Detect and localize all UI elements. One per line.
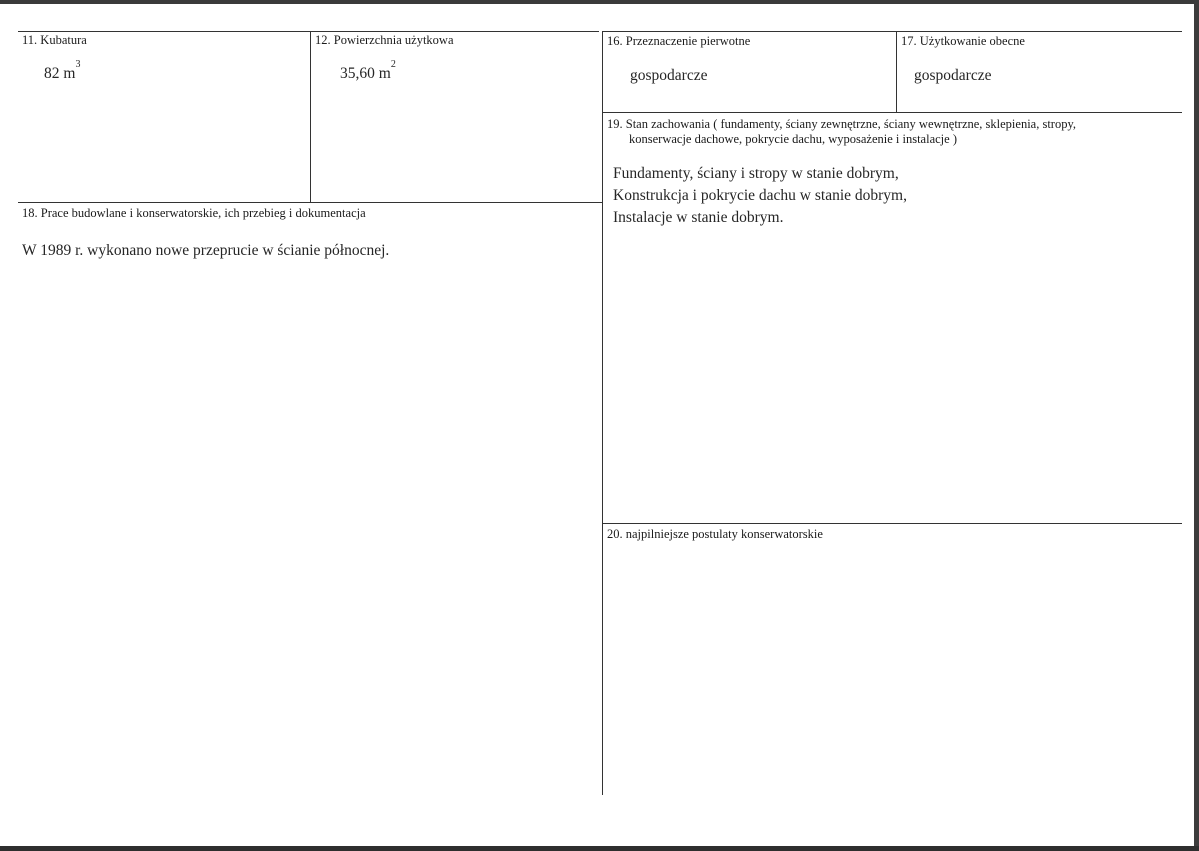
powierzchnia-value-text: 35,60 m: [340, 65, 391, 82]
przeznaczenie-label: 16. Przeznaczenie pierwotne: [607, 34, 751, 48]
powierzchnia-unit-exponent: 2: [390, 59, 396, 70]
stan-line-2: Konstrukcja i pokrycie dachu w stanie dobrym,: [613, 187, 907, 204]
stan-label-line1: 19. Stan zachowania ( fundamenty, ściany zewnętrzne, ściany wewnętrzne, sklepienia, stropy,: [607, 117, 1077, 131]
przeznaczenie-value: gospodarcze: [630, 67, 708, 84]
rule-above-20: [602, 523, 1182, 524]
kubatura-value: [44, 59, 81, 84]
postulaty-label: 20. najpilniejsze postulaty konserwatorskie: [607, 527, 823, 541]
powierzchnia-label: 12. Powierzchnia użytkowa: [315, 33, 454, 47]
scan-edge-right: [1194, 0, 1199, 851]
kubatura-label: 11. Kubatura: [22, 33, 87, 47]
kubatura-unit-exponent: 3: [75, 59, 81, 70]
rule-under-16-17: [602, 112, 1182, 113]
uzytkowanie-value: gospodarcze: [914, 67, 992, 84]
stan-label-line2: konserwacje dachowe, pokrycie dachu, wyposażenie i instalacje ): [629, 132, 957, 146]
top-rule-right: [602, 31, 1182, 32]
scan-edge-top: [0, 0, 1199, 4]
divider-11-12: [310, 31, 311, 203]
kubatura-value-text: 82 m: [44, 65, 76, 82]
rule-above-18: [18, 202, 602, 203]
center-divider: [602, 31, 603, 795]
stan-line-1: Fundamenty, ściany i stropy w stanie dobrym,: [613, 165, 899, 182]
top-rule-left: [18, 31, 599, 32]
scan-edge-bottom: [0, 846, 1199, 851]
stan-line-3: Instalacje w stanie dobrym.: [613, 209, 784, 226]
divider-16-17: [896, 31, 897, 113]
powierzchnia-value: [340, 59, 396, 84]
uzytkowanie-label: 17. Użytkowanie obecne: [901, 34, 1025, 48]
prace-label: 18. Prace budowlane i konserwatorskie, ich przebieg i dokumentacja: [22, 206, 366, 220]
prace-value: W 1989 r. wykonano nowe przeprucie w ścianie północnej.: [22, 242, 390, 259]
